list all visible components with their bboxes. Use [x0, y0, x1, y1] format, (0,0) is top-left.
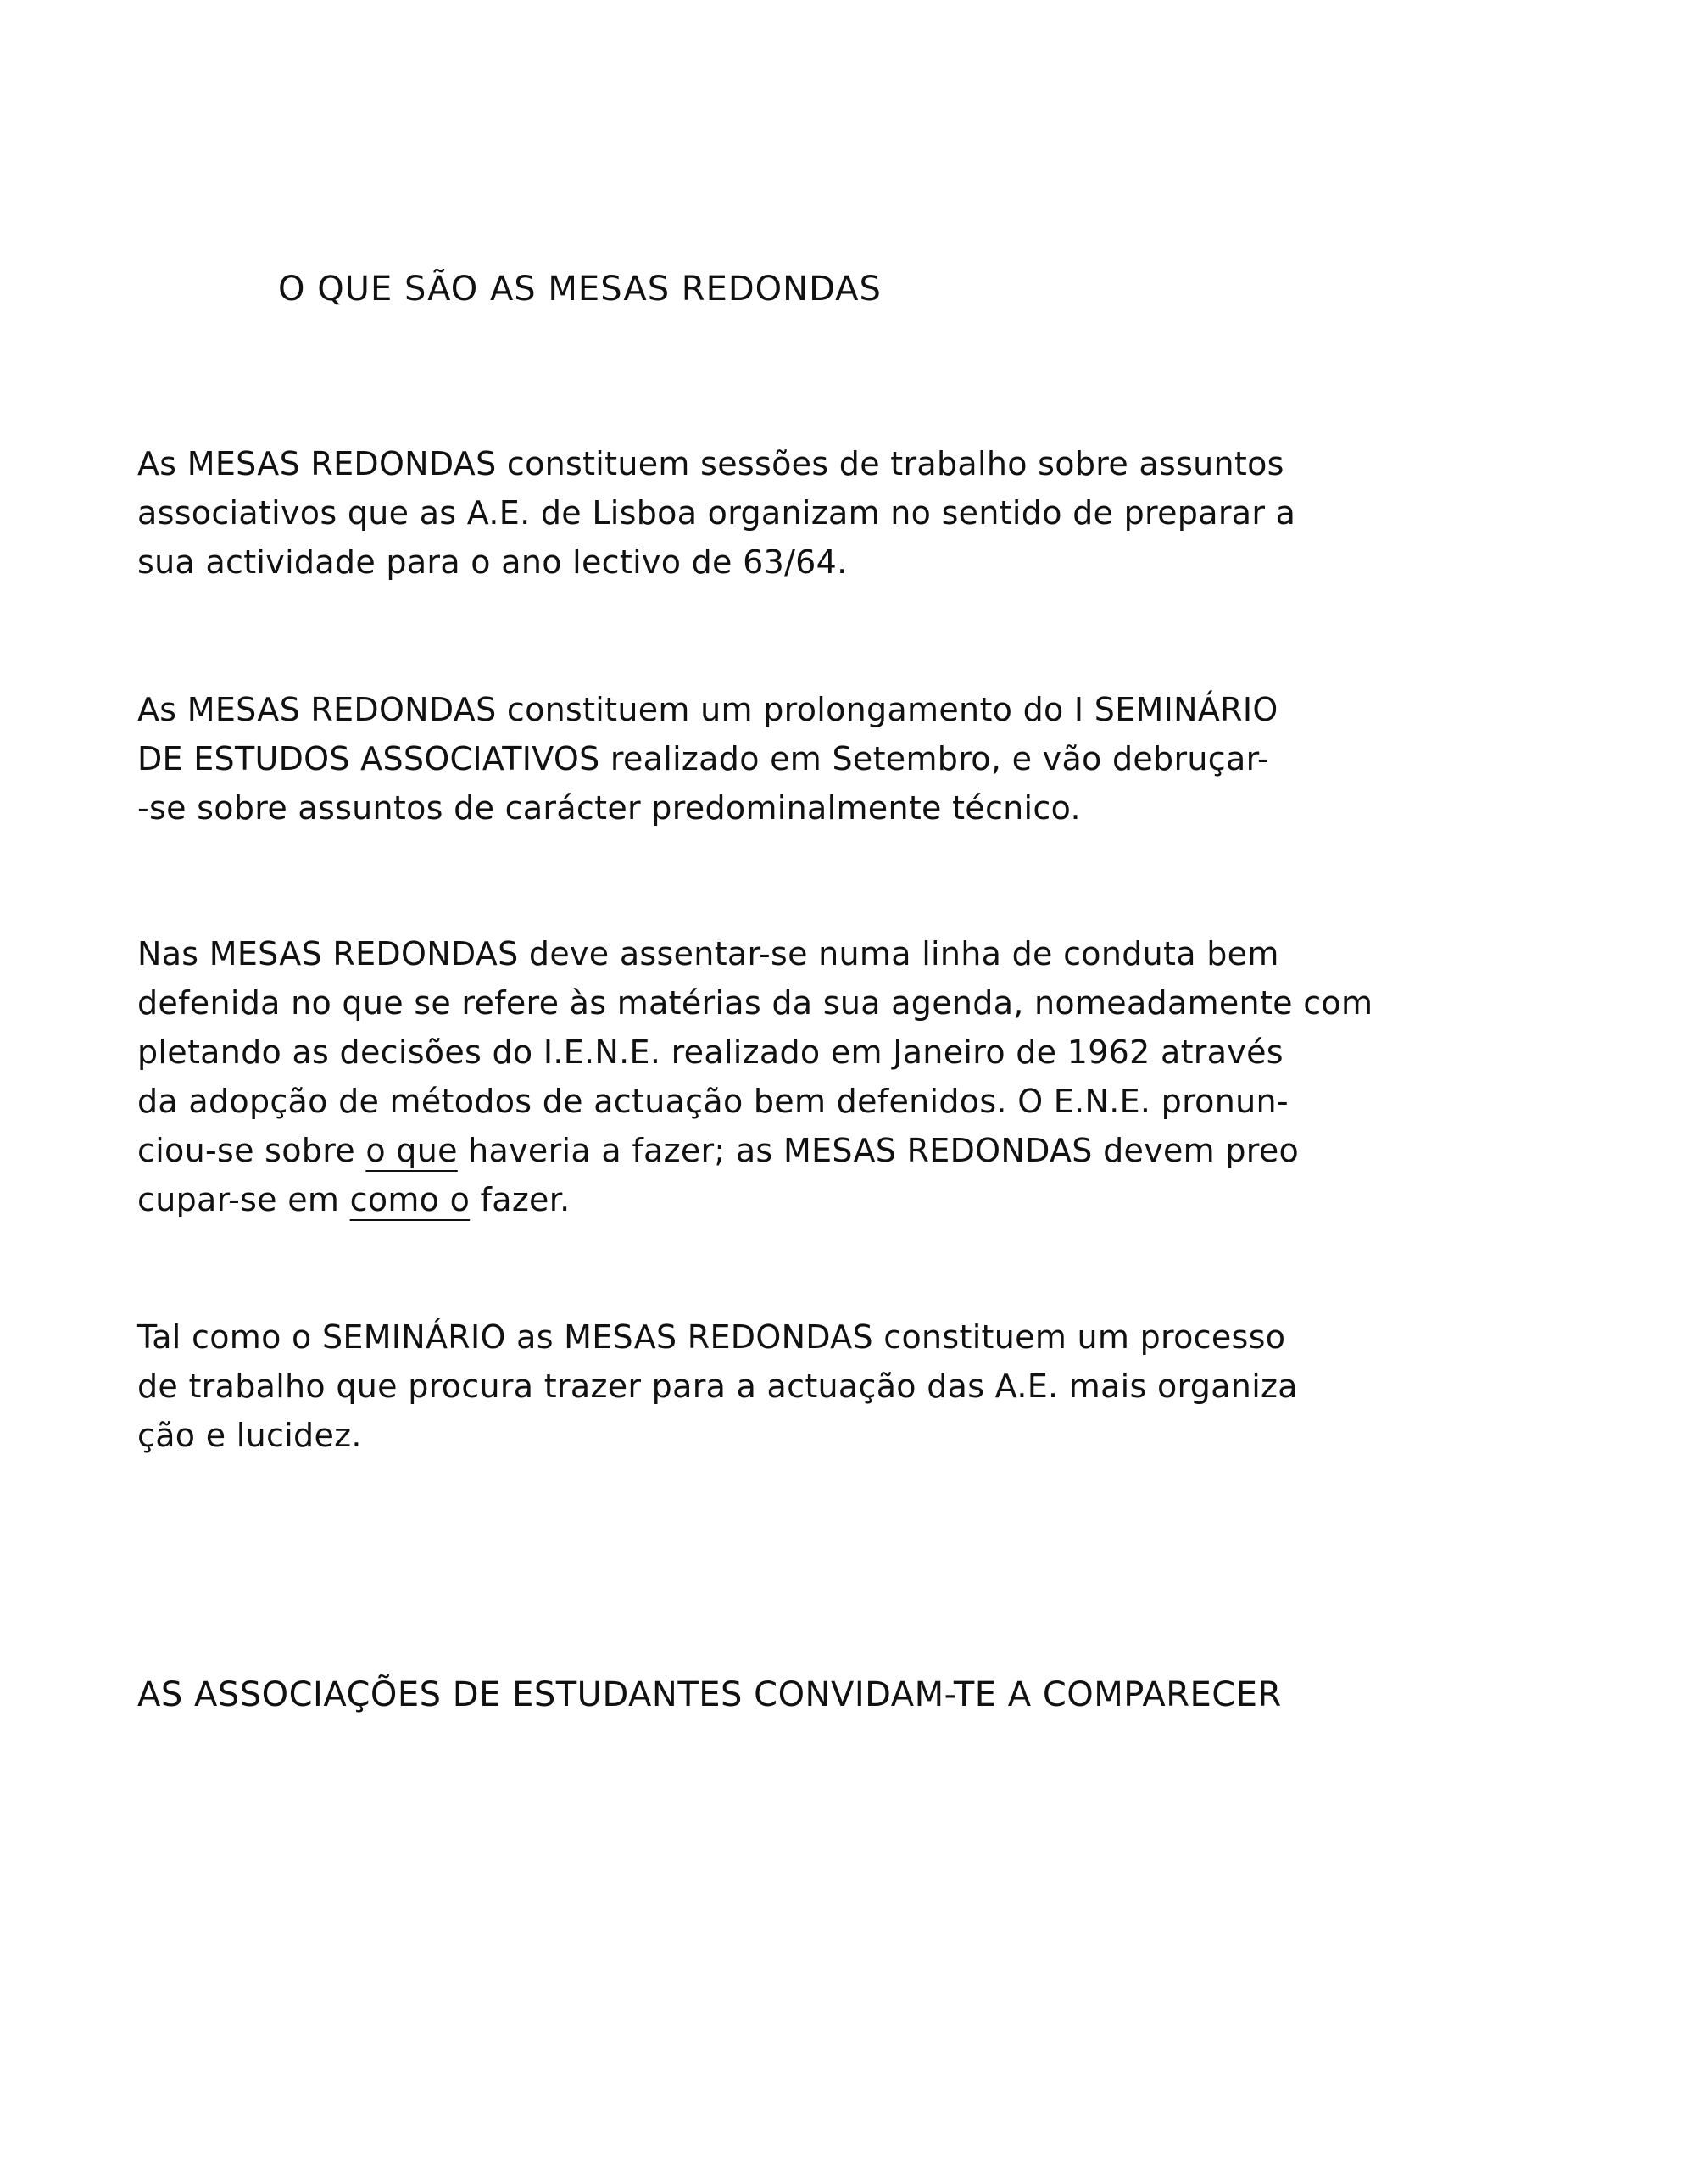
closing-invitation: AS ASSOCIAÇÕES DE ESTUDANTES CONVIDAM-TE A COMPARECER	[137, 1675, 1282, 1714]
paragraph-line: Nas MESAS REDONDAS deve assentar-se numa linha de conduta bem	[137, 935, 1279, 972]
paragraph-line: Tal como o SEMINÁRIO as MESAS REDONDAS constituem um processo	[137, 1318, 1286, 1356]
text-run: ciou-se sobre	[137, 1132, 366, 1169]
paragraph-2	[137, 685, 1278, 833]
paragraph-line	[137, 1175, 1373, 1224]
paragraph-line: sua actividade para o ano lectivo de 63/64.	[137, 543, 848, 581]
paragraph-line: defenida no que se refere às matérias da sua agenda, nomeadamente com	[137, 984, 1373, 1022]
paragraph-3	[137, 929, 1373, 1224]
paragraph-line: ção e lucidez.	[137, 1417, 362, 1454]
paragraph-line: de trabalho que procura trazer para a actuação das A.E. mais organiza	[137, 1368, 1298, 1405]
paragraph-line: pletando as decisões do I.E.N.E. realizado em Janeiro de 1962 através	[137, 1034, 1284, 1071]
text-run: haveria a fazer; as MESAS REDONDAS devem preo	[457, 1132, 1300, 1169]
paragraph-line	[137, 1126, 1373, 1175]
paragraph-line: -se sobre assuntos de carácter predominalmente técnico.	[137, 789, 1081, 827]
underlined-phrase: como o	[349, 1181, 471, 1218]
paragraph-line: associativos que as A.E. de Lisboa organizam no sentido de preparar a	[137, 494, 1296, 532]
paragraph-line: da adopção de métodos de actuação bem defenidos. O E.N.E. pronun-	[137, 1083, 1289, 1120]
paragraph-line: DE ESTUDOS ASSOCIATIVOS realizado em Setembro, e vão debruçar-	[137, 740, 1270, 777]
text-run: fazer.	[470, 1181, 571, 1218]
page-title: O QUE SÃO AS MESAS REDONDAS	[278, 270, 882, 309]
paragraph-1	[137, 439, 1295, 587]
text-run: cupar-se em	[137, 1181, 350, 1218]
underlined-phrase: o que	[365, 1132, 458, 1169]
paragraph-line: As MESAS REDONDAS constituem um prolongamento do I SEMINÁRIO	[137, 691, 1278, 728]
paragraph-line: As MESAS REDONDAS constituem sessões de trabalho sobre assuntos	[137, 445, 1284, 482]
paragraph-4	[137, 1312, 1298, 1460]
